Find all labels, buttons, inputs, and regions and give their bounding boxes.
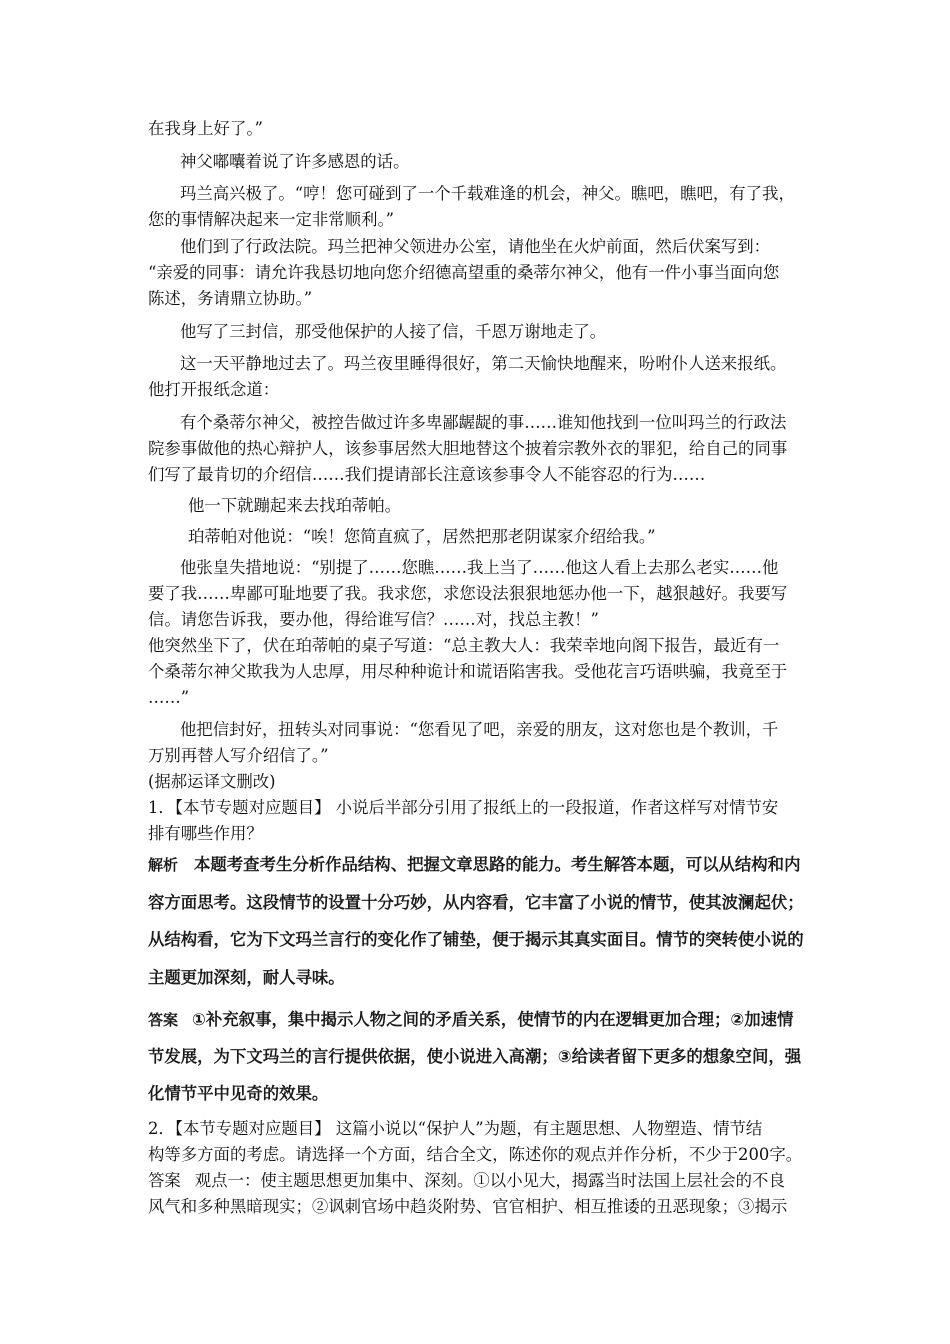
text-line: 有个桑蒂尔神父，被控告做过许多卑鄙龌龊的事……谁知他找到一位叫玛兰的行政法 [180, 413, 787, 432]
text-line: 珀蒂帕对他说：“唉！您简直疯了，居然把那老阴谋家介绍给我。” [188, 527, 656, 546]
question-2: 2．【本节专题对应题目】 这篇小说以“保护人”为题，有主题思想、人物塑造、情节结 [148, 1119, 763, 1138]
analysis-line [148, 854, 800, 876]
question-1: 1．【本节专题对应题目】 小说后半部分引用了报纸上的一段报道，作者这样写对情节安 [148, 798, 779, 817]
answer-text: ①补充叙事，集中揭示人物之间的矛盾关系，使情节的内在逻辑更加合理；②加速情 [192, 1010, 794, 1029]
text-line: 您的事情解决起来一定非常顺利。” [148, 210, 395, 229]
analysis-line: 容方面思考。这段情节的设置十分巧妙，从内容看，它丰富了小说的情节，使其波澜起伏； [148, 893, 804, 912]
text-line: 他一下就蹦起来去找珀蒂帕。 [188, 496, 402, 515]
text-line: 们写了最肯切的介绍信……我们提请部长注意该参事令人不能容忍的行为…… [148, 465, 706, 484]
answer-2-label: 答案 [148, 1171, 181, 1190]
analysis-label: 解析 [148, 856, 179, 874]
answer-line [148, 1009, 793, 1031]
text-line: ……” [148, 688, 190, 707]
text-line: 他写了三封信，那受他保护的人接了信，千恩万谢地走了。 [180, 322, 607, 341]
answer-2-text: 观点一：使主题思想更加集中、深刻。①以小见大，揭露当时法国上层社会的不良 [194, 1171, 785, 1190]
text-line: 他张皇失措地说：“别提了……您瞧……我上当了……他这人看上去那么老实……他 [180, 558, 779, 577]
answer-line: 节发展，为下文玛兰的言行提供依据，使小说进入高潮；③给读者留下更多的想象空间，强 [148, 1047, 802, 1066]
text-line: 他把信封好，扭转头对同事说：“您看见了吧，亲爱的朋友，这对您也是个教训，千 [180, 720, 779, 739]
text-line: 在我身上好了。” [148, 119, 263, 138]
text-line: 他打开报纸念道： [148, 380, 280, 399]
analysis-line: 主题更加深刻，耐人寻味。 [148, 968, 345, 987]
text-line: “亲爱的同事：请允许我恳切地向您介绍德高望重的桑蒂尔神父，他有一件小事当面向您 [148, 263, 780, 282]
text-line: 信。请您告诉我，要办他，得给谁写信？……对，找总主教！” [148, 610, 599, 629]
answer-label: 答案 [148, 1011, 179, 1029]
question-1-cont: 排有哪些作用？ [148, 824, 263, 843]
source-note: (据郝运译文删改) [148, 772, 276, 791]
answer-line: 化情节平中见奇的效果。 [148, 1084, 329, 1103]
question-2-cont: 构等多方面的考虑。请选择一个方面，结合全文，陈述你的观点并作分析，不少于200字。 [148, 1145, 803, 1164]
answer-2-line: 风气和多种黑暗现实；②讽刺官场中趋炎附势、官官相护、相互推诿的丑恶现象；③揭示 [148, 1197, 788, 1216]
text-line: 这一天平静地过去了。玛兰夜里睡得很好，第二天愉快地醒来，吩咐仆人送来报纸。 [180, 354, 787, 373]
text-line: 他突然坐下了，伏在珀蒂帕的桌子写道：“总主教大人：我荣幸地向阁下报告，最近有一 [148, 636, 780, 655]
text-line: 万别再替人写介绍信了。” [148, 746, 329, 765]
text-line: 他们到了行政法院。玛兰把神父领进办公室，请他坐在火炉前面，然后伏案写到： [180, 237, 771, 256]
analysis-text: 本题考查考生分析作品结构、把握文章思路的能力。考生解答本题，可以从结构和内 [194, 855, 801, 874]
text-line: 陈述，务请鼎立协助。” [148, 289, 313, 308]
analysis-line: 从结构看，它为下文玛兰言行的变化作了铺垫，便于揭示其真实面目。情节的突转使小说的 [148, 930, 804, 949]
answer-2-line [148, 1170, 785, 1192]
text-line: 院参事做他的热心辩护人，该参事居然大胆地替这个披着宗教外衣的罪犯，给自己的同事 [148, 439, 788, 458]
text-line: 要了我……卑鄙可耻地要了我。我求您，求您设法狠狠地惩办他一下，越狠越好。我要写 [148, 584, 788, 603]
text-line: 个桑蒂尔神父欺我为人忠厚，用尽种种诡计和谎语陷害我。受他花言巧语哄骗，我竟至于 [148, 662, 788, 681]
text-line: 玛兰高兴极了。“哼！您可碰到了一个千载难逢的机会，神父。瞧吧，瞧吧，有了我， [180, 184, 795, 203]
text-line: 神父嘟囔着说了许多感恩的话。 [180, 152, 410, 171]
